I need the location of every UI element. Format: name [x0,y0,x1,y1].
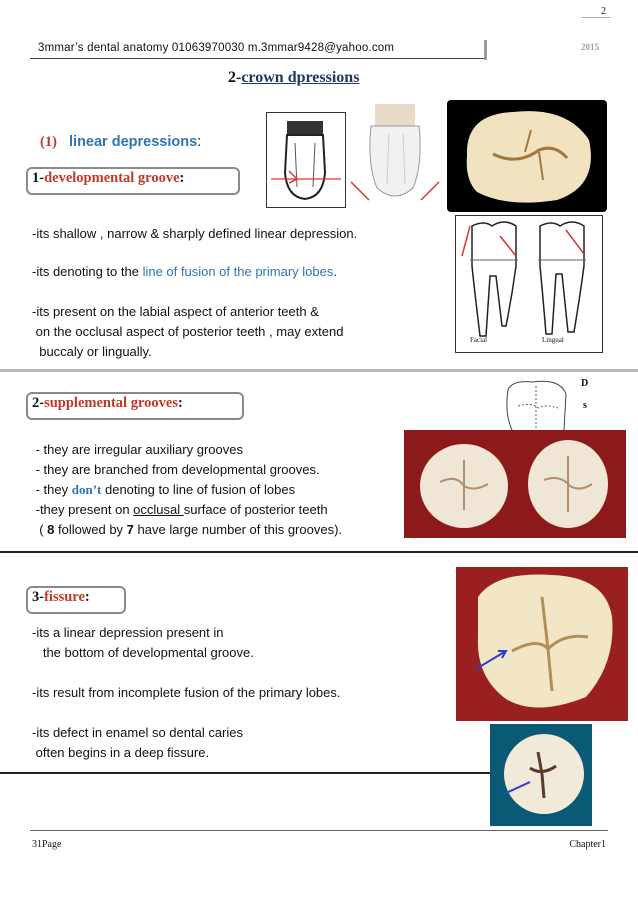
supplemental-grooves-photo [404,430,626,538]
s2-line-5a: ( [32,522,48,537]
fissure-molar-svg [456,567,628,721]
s2-colon: : [177,395,183,411]
subtitle-number: (1) [40,134,57,150]
s3-line-5: often begins in a deep fissure. [32,745,210,760]
facial-label: Facial [470,336,488,344]
incisor-photo-svg [349,104,441,212]
s2-line-5b: 8 [47,522,55,537]
s1-colon: : [179,170,185,186]
s2-line-3 [32,482,295,498]
s2-line-4b: occlusal [133,502,184,517]
molar-occlusal-svg [447,100,607,212]
s3-line-2: the bottom of developmental groove. [32,645,254,660]
subtitle [40,134,201,151]
s2-line-5 [32,522,342,538]
s3-line-4: -its defect in enamel so dental caries [32,725,243,740]
s2-line-4 [32,502,328,518]
s2-line-2: - they are branched from developmental grooves. [32,462,320,477]
lingual-label: Lingual [542,336,564,344]
s2-line-4c: surface of posterior teeth [183,502,328,517]
label-s: s [583,400,587,411]
s2-line-4a: -they present on [32,502,134,517]
s3-label: fissure [44,589,85,605]
section-heading-supplemental-grooves [26,392,244,420]
molar-drawings [455,215,603,353]
s1-number: 1- [32,170,45,186]
subtitle-text: linear depressions [69,134,198,150]
s1-line-2b: line of fusion of the primary lobes [142,264,334,279]
molar-occlusal-photo [447,100,607,212]
s3-number: 3- [32,589,45,605]
section-divider-3 [0,772,490,774]
incisor-drawing [266,112,346,208]
footer-page: 31Page [32,839,62,850]
molar-drawings-svg [456,216,602,352]
s2-line-5e: have large number of this grooves). [133,522,343,537]
s2-label: supplemental grooves [44,395,178,411]
section-divider-1 [0,369,638,372]
title-text: crown dpressions [241,69,360,86]
page-title [228,69,359,87]
header-year: 2015 [581,42,599,52]
footer-rule [30,830,608,831]
s1-line-2a: -its denoting to the [32,264,143,279]
label-d: D [581,378,589,389]
s3-colon: : [84,589,90,605]
header-rule [30,58,484,59]
s2-line-3c: denoting to line of fusion of lobes [101,482,296,497]
s2-line-3a: - they [32,482,72,497]
s1-line-2 [32,264,337,280]
fissure-molar-photo [456,567,628,721]
s2-line-3b: don’t [71,482,102,497]
footer-chapter: Chapter1 [569,839,606,850]
fissure-occlusal-photo [490,724,592,826]
subtitle-colon: : [197,134,202,150]
page-header: 3mmar’s dental anatomy 01063970030 m.3mmar9428@yahoo.com [38,42,395,54]
s1-line-3: -its present on the labial aspect of anterior teeth & [32,304,319,319]
fissure-occlusal-svg [490,724,592,826]
incisor-drawing-svg [267,113,345,207]
s1-line-4: on the occlusal aspect of posterior teeth , may extend [32,324,344,339]
s3-line-1: -its a linear depression present in [32,625,224,640]
title-number: 2- [228,69,242,86]
s1-line-5: buccaly or lingually. [32,344,152,359]
supplemental-grooves-svg [404,430,626,538]
s2-line-5d: 7 [126,522,134,537]
header-divider [484,40,487,60]
s1-label: developmental groove [44,170,180,186]
section-heading-developmental-groove [26,167,240,195]
section-heading-fissure [26,586,126,614]
page-number-rule [582,17,610,18]
s1-line-2c: . [333,264,337,279]
page-number: 2 [601,6,606,17]
s3-line-3: -its result from incomplete fusion of the primary lobes. [32,685,341,700]
section-divider-2 [0,551,638,553]
s2-number: 2- [32,395,45,411]
s2-line-5c: followed by [54,522,127,537]
s2-line-1: - they are irregular auxiliary grooves [32,442,243,457]
s1-line-1: -its shallow , narrow & sharply defined linear depression. [32,226,358,241]
incisor-photo [349,104,441,212]
